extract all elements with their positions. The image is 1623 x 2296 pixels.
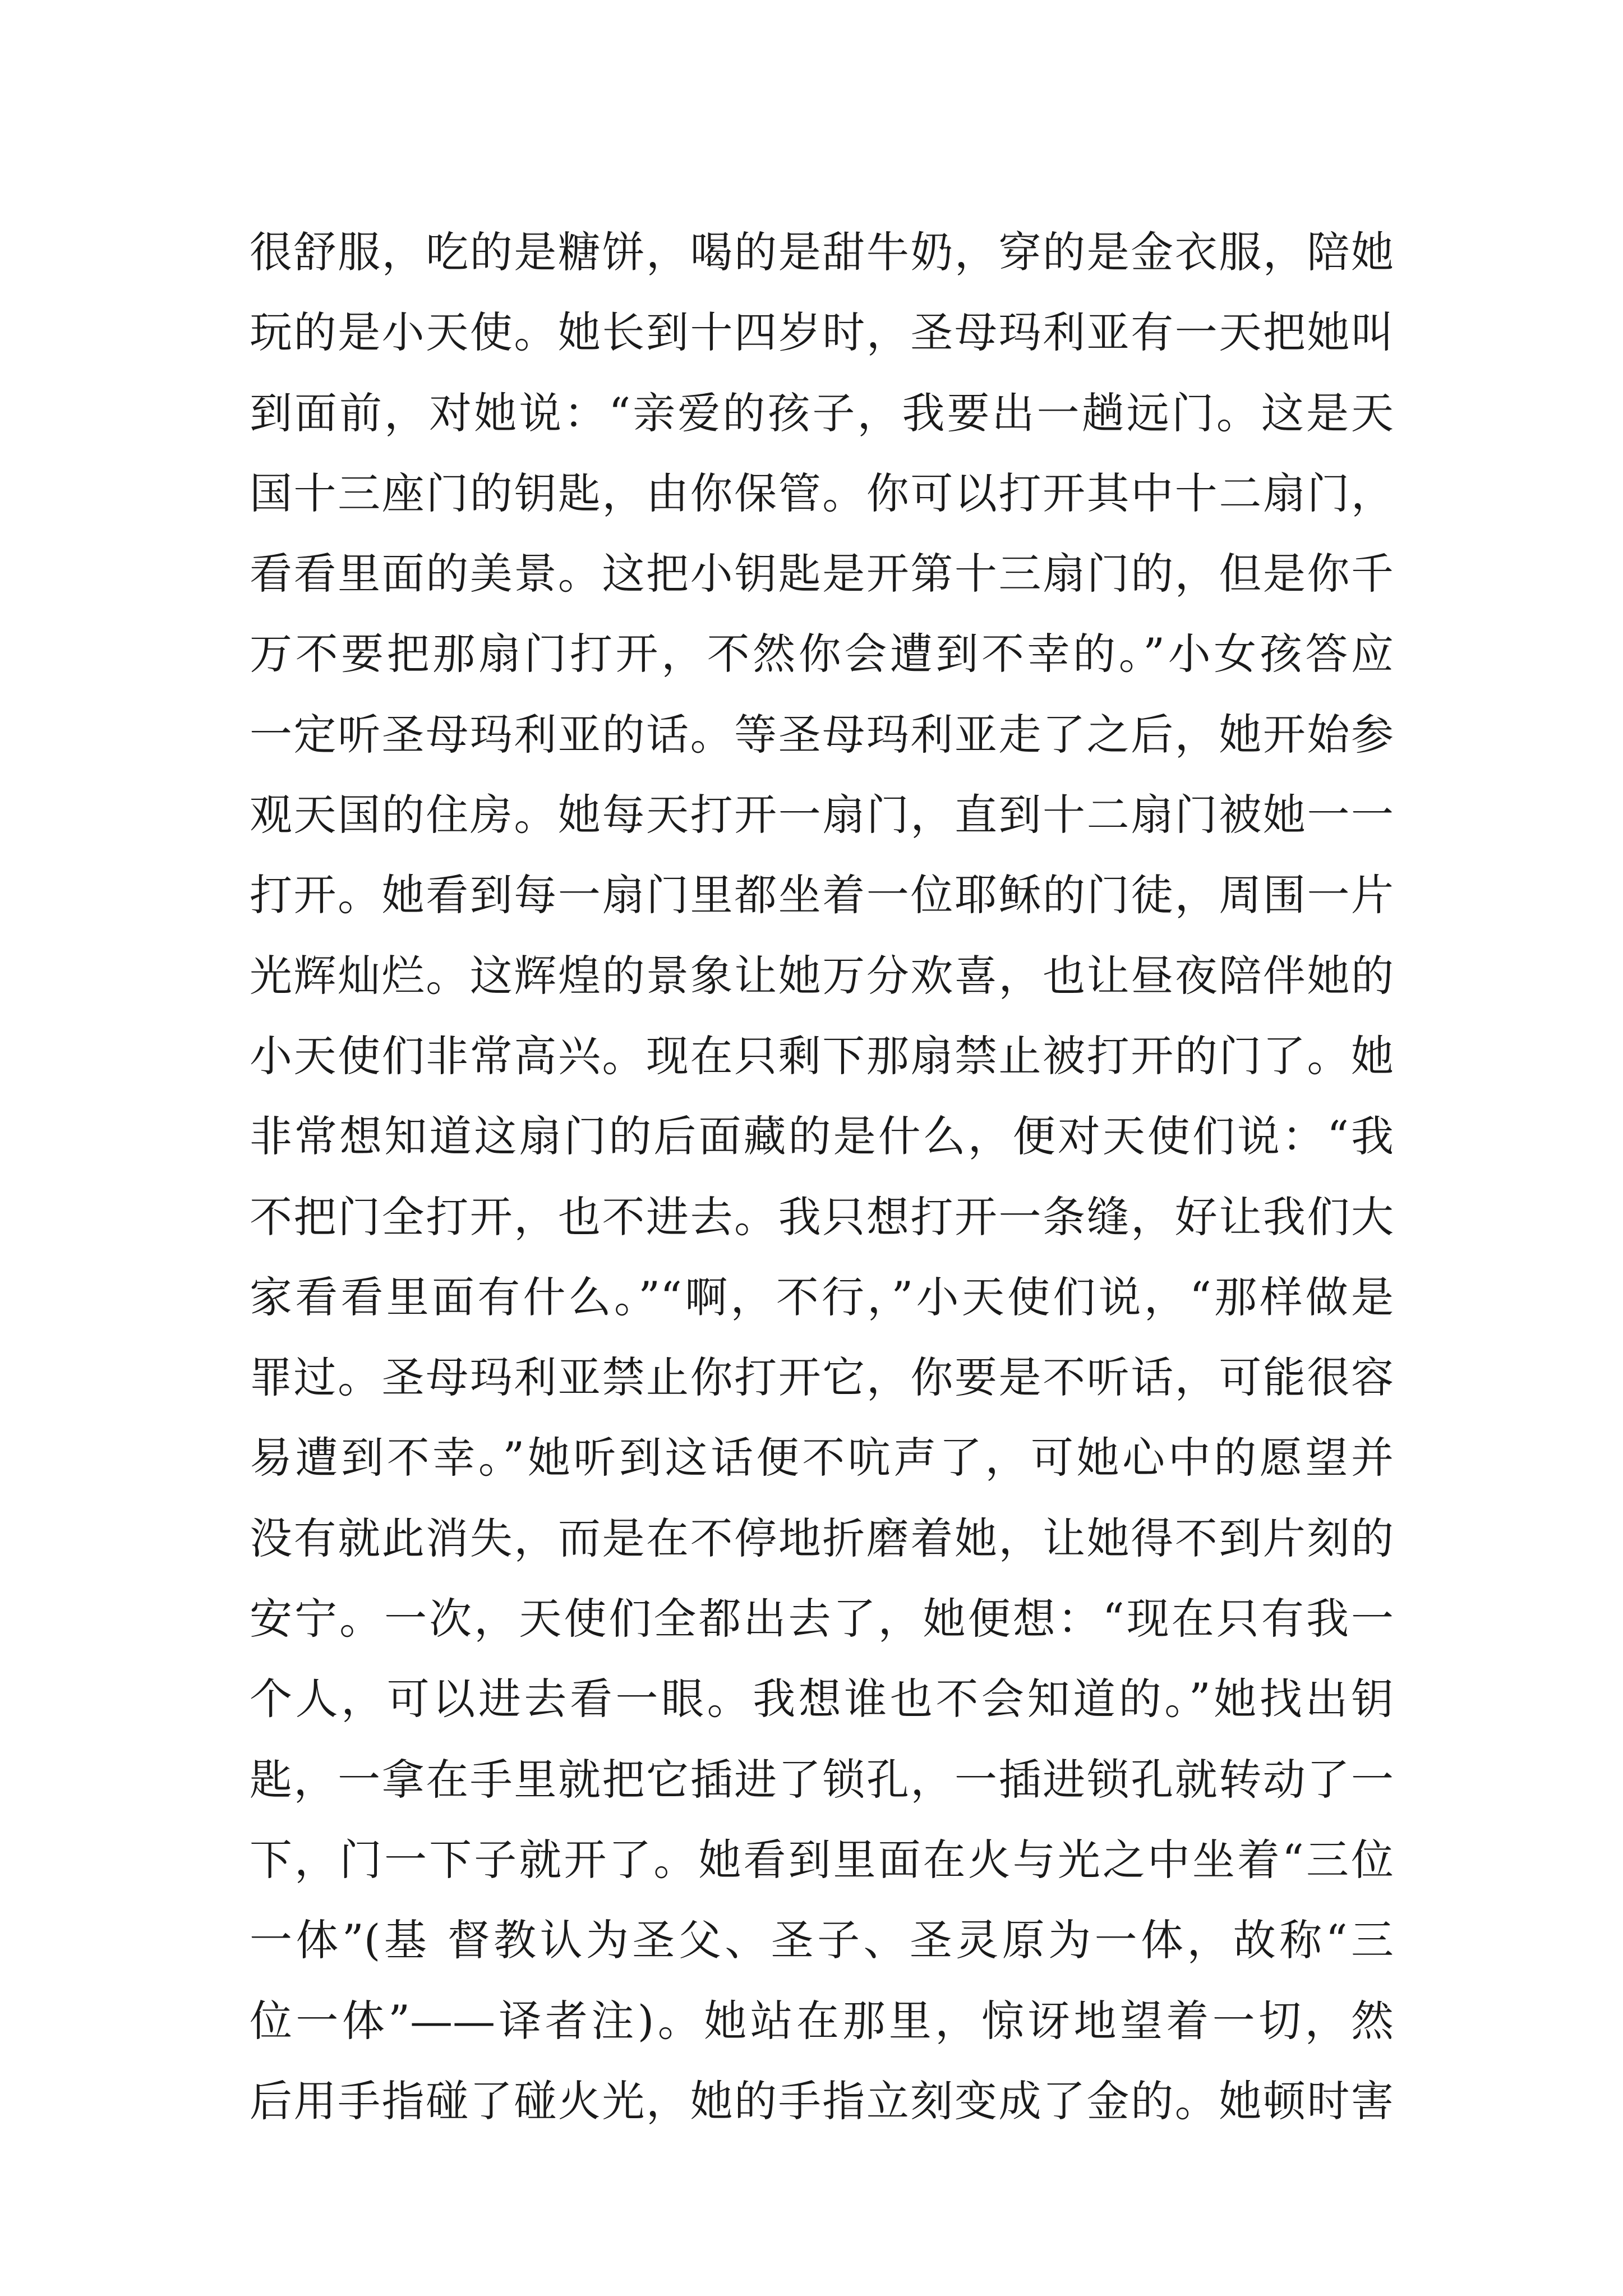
text-line: 国十三座门的钥匙，由你保管。你可以打开其中十二扇门， xyxy=(250,468,1394,518)
text-line: 到面前，对她说：“亲爱的孩子，我要出一趟远门。这是天 xyxy=(250,388,1394,438)
text-line: 玩的是小天使。她长到十四岁时，圣母玛利亚有一天把她叫 xyxy=(250,307,1394,358)
text-line: 位一体”——译者注)。她站在那里，惊讶地望着一切，然 xyxy=(250,1995,1394,2046)
text-line: 打开。她看到每一扇门里都坐着一位耶稣的门徒，周围一片 xyxy=(250,870,1394,921)
text-line: 没有就此消失，而是在不停地折磨着她，让她得不到片刻的 xyxy=(250,1513,1394,1563)
text-line: 匙，一拿在手里就把它插进了锁孔，一插进锁孔就转动了一 xyxy=(250,1754,1394,1805)
text-line: 小天使们非常高兴。现在只剩下那扇禁止被打开的门了。她 xyxy=(250,1030,1394,1081)
text-line: 一体”(基 督教认为圣父、圣子、圣灵原为一体，故称“三 xyxy=(250,1915,1394,1966)
body-text xyxy=(250,212,1394,2141)
text-line: 光辉灿烂。这辉煌的景象让她万分欢喜，也让昼夜陪伴她的 xyxy=(250,950,1394,1001)
text-line: 安宁。一次，天使们全都出去了，她便想：“现在只有我一 xyxy=(250,1594,1394,1644)
text-line: 易遭到不幸。”她听到这话便不吭声了，可她心中的愿望并 xyxy=(250,1433,1394,1483)
text-line: 下，门一下子就开了。她看到里面在火与光之中坐着“三位 xyxy=(250,1834,1394,1885)
text-line: 非常想知道这扇门的后面藏的是什么，便对天使们说：“我 xyxy=(250,1111,1394,1162)
text-line: 万不要把那扇门打开，不然你会遭到不幸的。”小女孩答应 xyxy=(250,629,1394,679)
text-line: 看看里面的美景。这把小钥匙是开第十三扇门的，但是你千 xyxy=(250,549,1394,599)
text-line: 一定听圣母玛利亚的话。等圣母玛利亚走了之后，她开始参 xyxy=(250,709,1394,760)
text-line: 观天国的住房。她每天打开一扇门，直到十二扇门被她一一 xyxy=(250,790,1394,840)
text-line: 很舒服，吃的是糖饼，喝的是甜牛奶，穿的是金衣服，陪她 xyxy=(250,227,1394,277)
text-line: 家看看里面有什么。”“啊，不行，”小天使们说，“那样做是 xyxy=(250,1272,1394,1322)
text-line: 不把门全打开，也不进去。我只想打开一条缝，好让我们大 xyxy=(250,1191,1394,1242)
text-line: 后用手指碰了碰火光，她的手指立刻变成了金的。她顿时害 xyxy=(250,2076,1394,2126)
text-line: 个人，可以进去看一眼。我想谁也不会知道的。”她找出钥 xyxy=(250,1674,1394,1724)
text-line: 罪过。圣母玛利亚禁止你打开它，你要是不听话，可能很容 xyxy=(250,1352,1394,1403)
